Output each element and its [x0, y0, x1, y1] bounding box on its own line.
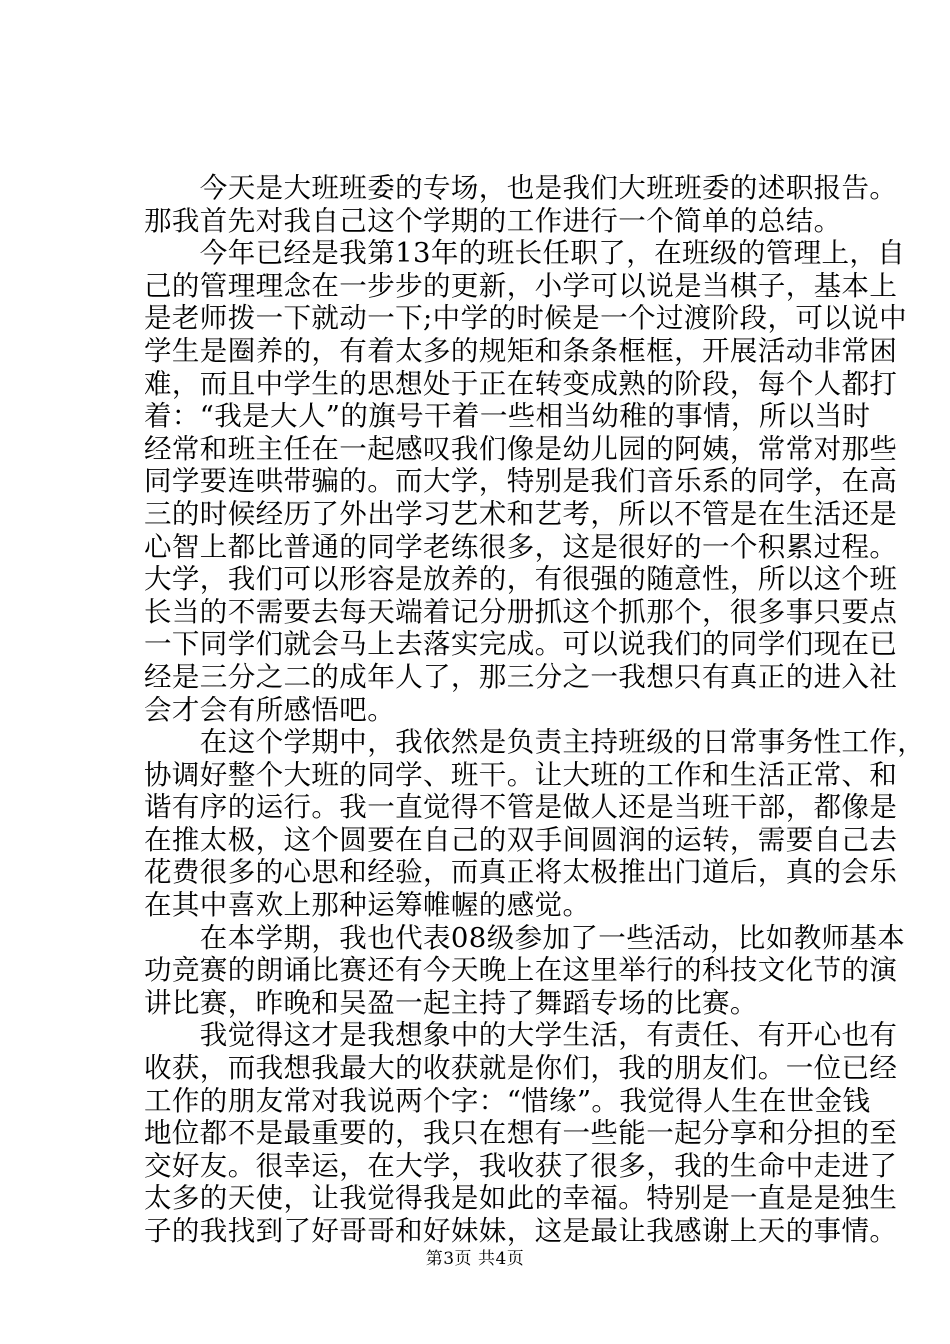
text-line: 同学要连哄带骗的。而大学，特别是我们音乐系的同学，在高	[144, 465, 898, 498]
text-line: 会才会有所感悟吧。	[144, 693, 396, 726]
text-line: 心智上都比普通的同学老练很多，这是很好的一个积累过程。	[144, 530, 898, 563]
text-line: 协调好整个大班的同学、班干。让大班的工作和生活正常、和	[144, 758, 898, 791]
text-line: 在这个学期中，我依然是负责主持班级的日常事务性工作，	[144, 726, 926, 759]
text-line: 是老师拨一下就动一下;中学的时候是一个过渡阶段，可以说中	[144, 302, 907, 335]
text-line: 己的管理理念在一步步的更新，小学可以说是当棋子，基本上	[144, 269, 898, 302]
text-line: 经是三分之二的成年人了，那三分之一我想只有真正的进入社	[144, 660, 898, 693]
page-footer: 第3页 共4页	[425, 1249, 525, 1269]
text-line: 长当的不需要去每天端着记分册抓这个抓那个，很多事只要点	[144, 595, 898, 628]
text-line: 收获，而我想我最大的收获就是你们，我的朋友们。一位已经	[144, 1052, 898, 1085]
text-line: 在本学期，我也代表08级参加了一些活动，比如教师基本	[144, 921, 906, 954]
text-line: 谐有序的运行。我一直觉得不管是做人还是当班干部，都像是	[144, 791, 898, 824]
text-line: 今天是大班班委的专场，也是我们大班班委的述职报告。	[144, 172, 898, 204]
text-line: 三的时候经历了外出学习艺术和艺考，所以不管是在生活还是	[144, 497, 898, 530]
text-line: 讲比赛，昨晚和吴盈一起主持了舞蹈专场的比赛。	[144, 986, 758, 1019]
text-line: 工作的朋友常对我说两个字：“惜缘”。我觉得人生在世金钱	[144, 1084, 871, 1117]
text-line: 太多的天使，让我觉得我是如此的幸福。特别是一直是是独生	[144, 1182, 898, 1215]
text-line: 地位都不是最重要的，我只在想有一些能一起分享和分担的至	[144, 1117, 898, 1150]
text-line: 经常和班主任在一起感叹我们像是幼儿园的阿姨，常常对那些	[144, 432, 898, 465]
text-line: 学生是圈养的，有着太多的规矩和条条框框，开展活动非常困	[144, 334, 898, 367]
text-line: 着：“我是大人”的旗号干着一些相当幼稚的事情，所以当时	[144, 400, 871, 433]
text-line: 功竞赛的朗诵比赛还有今天晚上在这里举行的科技文化节的演	[144, 954, 898, 987]
body-text	[144, 172, 926, 1248]
text-line: 今年已经是我第13年的班长任职了，在班级的管理上，自	[144, 237, 906, 270]
text-line: 在其中喜欢上那种运筹帷幄的感觉。	[144, 889, 591, 922]
text-line: 子的我找到了好哥哥和好妹妹，这是最让我感谢上天的事情。	[144, 1215, 898, 1247]
text-line: 难，而且中学生的思想处于正在转变成熟的阶段，每个人都打	[144, 367, 898, 400]
text-line: 花费很多的心思和经验，而真正将太极推出门道后，真的会乐	[144, 856, 898, 889]
text-line: 我觉得这才是我想象中的大学生活，有责任、有开心也有	[144, 1019, 898, 1052]
text-line: 那我首先对我自己这个学期的工作进行一个简单的总结。	[144, 204, 842, 237]
text-line: 交好友。很幸运，在大学，我收获了很多，我的生命中走进了	[144, 1149, 898, 1182]
text-line: 在推太极，这个圆要在自己的双手间圆润的运转，需要自己去	[144, 823, 898, 856]
text-line: 大学，我们可以形容是放养的，有很强的随意性，所以这个班	[144, 563, 898, 596]
text-line: 一下同学们就会马上去落实完成。可以说我们的同学们现在已	[144, 628, 898, 661]
